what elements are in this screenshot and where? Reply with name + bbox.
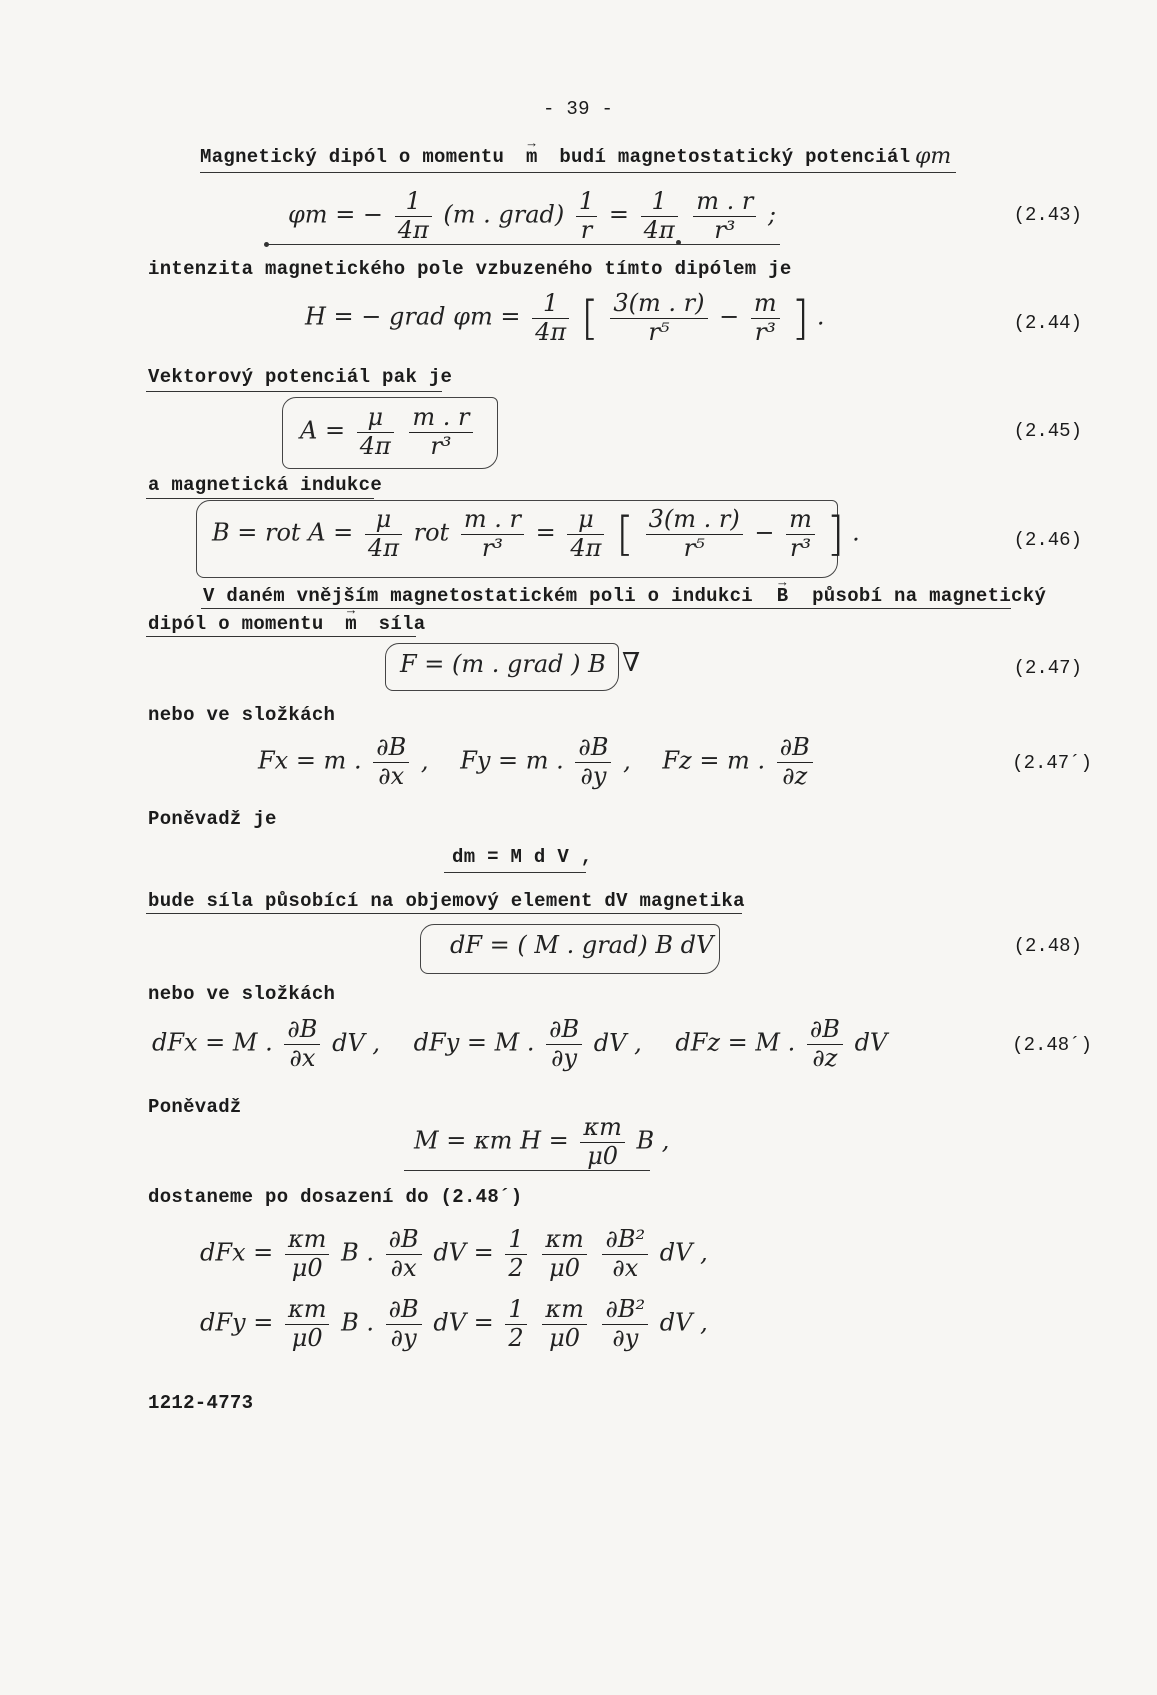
fraction: $\frac{\mu}{4\pi}$ xyxy=(567,506,604,562)
equation-number-2-43: (2.43) xyxy=(1013,204,1082,226)
bracket-open: [ xyxy=(616,507,634,562)
text-ponevadz-1: Poněvadž je xyxy=(148,808,277,830)
fraction: $\frac{\partial B}{\partial y}$ xyxy=(386,1296,422,1352)
force-underline-1 xyxy=(201,608,1011,609)
fraction: $\frac{1}{4\pi}$ xyxy=(395,188,432,244)
induction-underline xyxy=(146,498,374,499)
equation-number-2-48-prime: (2.48´) xyxy=(1012,1034,1092,1056)
fraction: $\frac{\kappa m}{\mu 0}$ xyxy=(285,1226,330,1282)
ink-dot xyxy=(676,240,681,245)
fraction: $\frac{1}{r}$ xyxy=(576,188,597,244)
m-vector-symbol: → m xyxy=(526,146,538,168)
fraction: $\frac{3(m . r)}{\text{r⁵}}$ xyxy=(610,290,707,346)
bracket-close: ] xyxy=(791,291,810,346)
equation-number-2-44: (2.44) xyxy=(1013,312,1082,334)
force-underline-2 xyxy=(146,636,416,637)
text-force-line1 xyxy=(203,585,1046,607)
equation-number-2-46: (2.46) xyxy=(1013,529,1082,551)
equation-2-47: F = (m . grad ) B xyxy=(400,650,606,678)
equation-number-2-48: (2.48) xyxy=(1013,935,1082,957)
bracket-close: ] xyxy=(826,507,845,562)
intro-line xyxy=(200,146,910,168)
intro-text: Magnetický dipól o momentu xyxy=(200,146,505,168)
text-induction: a magnetická indukce xyxy=(148,474,383,496)
fraction: $\frac{m}{\text{r³}}$ xyxy=(786,506,815,562)
fraction: $\frac{m . r}{\text{r³}}$ xyxy=(693,188,756,244)
fraction: $\frac{\partial B}{\partial x}$ xyxy=(284,1016,320,1072)
fraction: $\frac{\mu}{4\pi}$ xyxy=(365,506,402,562)
fraction: $\frac{m . r}{\text{r³}}$ xyxy=(409,404,472,460)
fraction: $\frac{m}{\text{r³}}$ xyxy=(751,290,780,346)
m-vector-symbol: → m xyxy=(345,613,357,635)
text-vector-potential: Vektorový potenciál pak je xyxy=(148,366,453,388)
equation-2-45 xyxy=(300,404,477,460)
equation-dFy: dFy = $\frac{\kappa m}{\mu 0}$ B . $\frac{\partial B}{\partial y}$ dV = $\frac{1}{2}$ $\frac{\kappa m}{\mu 0}$ $\frac{\text{∂B²}}{\partial y}$ dV , xyxy=(200,1295,708,1352)
fraction: $\frac{1}{2}$ xyxy=(505,1226,526,1282)
eq-2-43-lhs: φm = − xyxy=(288,200,384,229)
fraction: $\frac{\text{∂B²}}{\partial x}$ xyxy=(602,1226,648,1282)
phi-symbol: φm xyxy=(915,144,952,169)
bracket-open: [ xyxy=(580,291,599,346)
equation-2-48: dF = ( M . grad) B dV xyxy=(450,931,714,959)
fraction: $\frac{1}{2}$ xyxy=(505,1296,526,1352)
fraction: $\frac{3(m . r)}{\text{r⁵}}$ xyxy=(646,506,743,562)
fraction: $\frac{\partial B}{\partial z}$ xyxy=(777,734,813,790)
equation-2-44: H = − grad φm = $\frac{1}{4\pi}$ [ $\frac{3(m . r)}{\text{r⁵}}$ − $\frac{m}{\text{r³}}$ ] . xyxy=(305,289,825,346)
fraction: $\frac{\partial B}{\partial y}$ xyxy=(575,734,611,790)
equation-2-48-prime: dFx = M . $\frac{\partial B}{\partial x}$ dV , dFy = M . $\frac{\partial B}{\partial y}$ dV , dFz = M . $\frac{\partial B}{\partial z}$ dV xyxy=(152,1015,888,1072)
eq-2-43-underline xyxy=(266,244,780,245)
fraction: $\frac{\kappa m}{\mu 0}$ xyxy=(542,1226,587,1282)
dm-underline xyxy=(444,872,586,873)
eq-M-underline xyxy=(404,1170,650,1171)
fraction: $\frac{\partial B}{\partial x}$ xyxy=(386,1226,422,1282)
force-text-b: působí na magnetický xyxy=(812,585,1047,607)
fraction: $\frac{\partial B}{\partial z}$ xyxy=(807,1016,843,1072)
fraction: $\frac{m . r}{\text{r³}}$ xyxy=(461,506,524,562)
text-intensity: intenzita magnetického pole vzbuzeného tímto dipólem je xyxy=(148,258,792,280)
page-number: - 39 - xyxy=(543,98,614,120)
volume-underline xyxy=(146,913,742,914)
eq-2-45-lhs: A = xyxy=(300,416,346,445)
fraction: $\frac{\kappa m}{\mu 0}$ xyxy=(580,1114,625,1170)
fraction: $\frac{\partial B}{\partial y}$ xyxy=(546,1016,582,1072)
intro-underline xyxy=(200,172,956,173)
text-components-2: nebo ve složkách xyxy=(148,983,336,1005)
equation-M: M = κm H = $\frac{\kappa m}{\mu 0}$ B , xyxy=(414,1113,670,1170)
force-text-d: síla xyxy=(378,613,426,635)
eq-2-43-grad: (m . grad) xyxy=(443,200,565,229)
text-components-1: nebo ve složkách xyxy=(148,704,336,726)
equation-2-43: φm = − $\frac{1}{4\pi}$ (m . grad) $\frac{1}{r}$ = $\frac{1}{4\pi}$ $\frac{m . r}{\text{r³}}$ ; xyxy=(288,187,777,244)
eq-2-46-lhs: B = rot A = xyxy=(212,518,354,547)
equation-dFx: dFx = $\frac{\kappa m}{\mu 0}$ B . $\frac{\partial B}{\partial x}$ dV = $\frac{1}{2}$ $\frac{\kappa m}{\mu 0}$ $\frac{\text{∂B²}}{\partial x}$ dV , xyxy=(200,1225,708,1282)
equation-dm: dm = M d V , xyxy=(452,846,593,868)
fraction: $\frac{\mu}{4\pi}$ xyxy=(357,404,394,460)
vector-underline xyxy=(146,391,442,392)
equation-number-2-45: (2.45) xyxy=(1013,420,1082,442)
equation-number-2-47: (2.47) xyxy=(1013,657,1082,679)
fraction: $\frac{\kappa m}{\mu 0}$ xyxy=(285,1296,330,1352)
fraction: $\frac{\text{∂B²}}{\partial y}$ xyxy=(602,1296,648,1352)
force-text-a: V daném vnějším magnetostatickém poli o indukci xyxy=(203,585,753,607)
text-ponevadz-2: Poněvadž xyxy=(148,1096,242,1118)
eq-2-44-lhs: H = − grad φm = xyxy=(305,302,521,331)
fraction: $\frac{\kappa m}{\mu 0}$ xyxy=(542,1296,587,1352)
b-vector-symbol: → B xyxy=(777,585,789,607)
fraction: $\frac{\partial B}{\partial x}$ xyxy=(373,734,409,790)
equation-2-47-prime: Fx = m . $\frac{\partial B}{\partial x}$ , Fy = m . $\frac{\partial B}{\partial y}$ , Fz = m . $\frac{\partial B}{\partial z}$ xyxy=(258,734,817,790)
text-volume-element: bude síla působící na objemový element dV magnetika xyxy=(148,890,745,912)
text-force-line2 xyxy=(148,613,425,635)
equation-2-46: B = rot A = $\frac{\mu}{4\pi}$ rot $\frac{m . r}{\text{r³}}$ = $\frac{\mu}{4\pi}$ [ $\frac{3(m . r)}{\text{r⁵}}$ − $\frac{m}{\text{r³}}$ ] . xyxy=(212,505,860,562)
footer-code: 1212-4773 xyxy=(148,1392,254,1414)
intro-text-b: budí magnetostatický potenciál xyxy=(559,146,911,168)
ink-dot xyxy=(264,242,269,247)
text-substitute: dostaneme po dosazení do (2.48´) xyxy=(148,1186,523,1208)
fraction: $\frac{1}{4\pi}$ xyxy=(641,188,678,244)
equation-number-2-47-prime: (2.47´) xyxy=(1012,752,1092,774)
fraction: $\frac{1}{4\pi}$ xyxy=(532,290,569,346)
margin-mark: ∇ xyxy=(622,648,641,678)
force-text-c: dipól o momentu xyxy=(148,613,324,635)
